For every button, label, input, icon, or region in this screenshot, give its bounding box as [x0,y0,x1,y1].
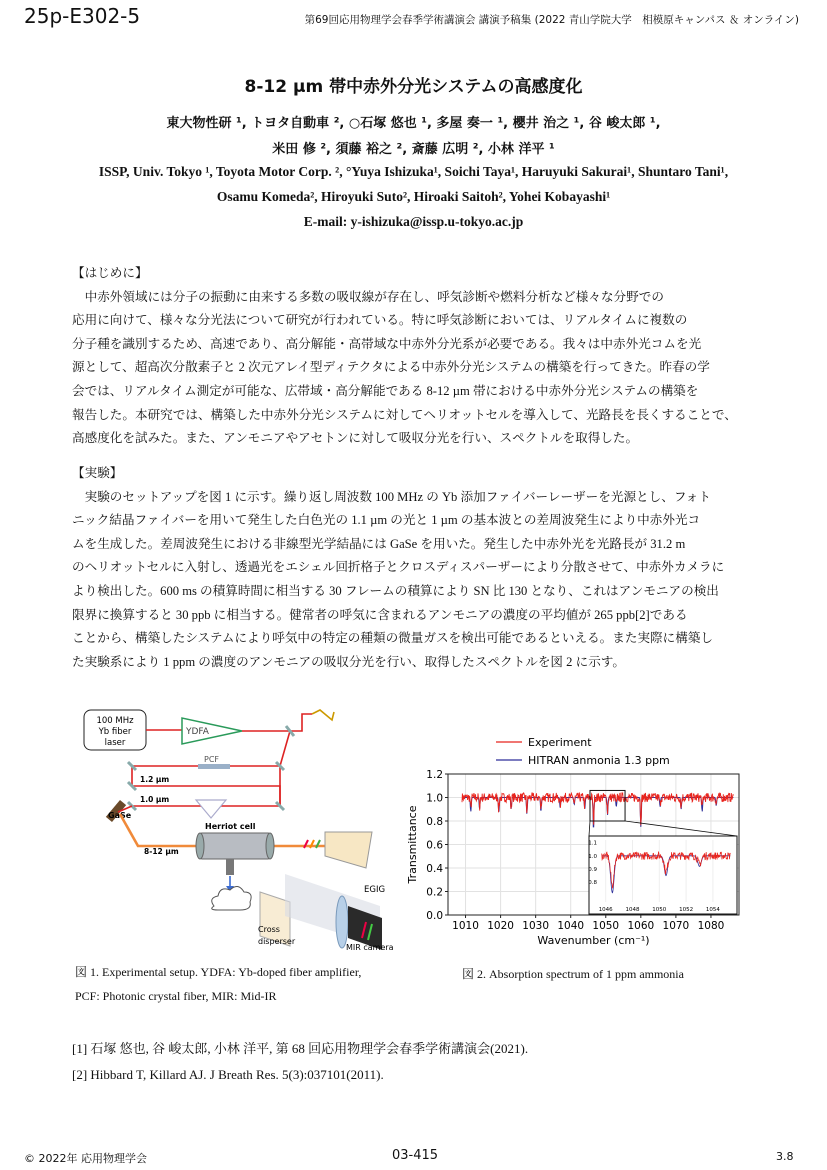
echelle-grating [325,832,372,868]
y-tick-label: 0.0 [426,910,443,922]
mir-label: MIR camera [346,943,394,952]
series-line-hitran [462,798,733,827]
experiment-line: た実験系により 1 ppm の濃度のアンモニアの吸収分光を行い、取得したスペクトルを図 2 に示す。 [72,654,625,669]
legend-label-hitran: HITRAN anmonia 1.3 ppm [528,754,670,767]
x-tick-label: 1030 [522,920,550,932]
inset-y-tick-label: 1.1 [588,840,597,847]
experiment-line: より検出した。600 ms の積算時間に相当する 30 フレームの積算により SN 比 130 となり、これはアンモニアの検出 [72,583,719,598]
authors-en-line2: Osamu Komeda², Hiroyuki Suto², Hiroaki Saitoh², Yohei Kobayashi¹ [216,189,611,204]
intro-line: 報告した。本研究では、構築した中赤外分光システムに対してヘリオットセルを導入して、光路長を長くすることで、 [72,407,737,422]
figure1-caption-line: 図 1. Experimental setup. YDFA: Yb-doped fiber amplifier, [75,965,362,979]
intro-line: 高感度化を試みた。また、アンモニアやアセトンに対して吸収分光を行い、スペクトルを取得した。 [72,431,639,446]
inset-y-tick-label: 0.9 [588,867,597,874]
copyright: © 2022年 応用物理学会 [24,1152,147,1165]
x-tick-label: 1070 [662,920,690,932]
cross-label-2: disperser [258,937,296,946]
breath-cloud [212,886,251,910]
experiment-line: ことから、構築したシステムにより呼気中の特定の種類の微量ガスを検出可能であるといえる。また実際に構築し [72,631,714,646]
cross-label-1: Cross [258,925,280,934]
authors-en-line1: ISSP, Univ. Tokyo ¹, Toyota Motor Corp. ², °Yuya Ishizuka¹, Soichi Taya¹, Haruyuki Sakurai¹, Shuntaro Tani¹, [98,164,729,179]
figure1-caption-line: PCF: Photonic crystal fiber, MIR: Mid-IR [75,989,277,1003]
intro-heading: 【はじめに】 [72,266,148,280]
intro-line: 応用に向けて、様々な分光法について研究が行われている。特に呼気診断においては、リアルタイムに複数の [72,313,688,328]
y-tick-label: 0.2 [426,886,443,899]
y-axis-label: Transmittance [406,805,419,884]
experiment-line: ムを生成した。差周波発生における非線型光学結晶には GaSe を用いた。発生した中赤外光を光路長が 31.2 m [72,536,686,551]
experiment-section [72,462,762,674]
reference-1: [1] 石塚 悠也, 谷 峻太郎, 小林 洋平, 第 68 回応用物理学会春季学術講演会(2021). [72,1041,529,1056]
experiment-line: 実験のセットアップを図 1 に示す。繰り返し周波数 100 MHz の Yb 添加ファイバーレーザーを光源とし、フォト [72,489,711,504]
gase-label: GaSe [108,811,132,820]
intro-line: 会では、リアルタイム測定が可能な、広帯域・高分解能である 8-12 µm 帯における中赤外分光システムの構築を [72,383,699,398]
experiment-heading: 【実験】 [72,466,123,480]
pcf-label: PCF [204,755,220,764]
x-tick-label: 1040 [557,920,585,932]
figure1-caption [75,960,361,1008]
egig-label: EGIG [364,885,386,895]
setup-diagram [80,706,410,958]
intro-line: 分子種を識別するため、高速であり、高分解能・高帯域な中赤外分光系が必要である。我々は中赤外光コムを光 [72,336,702,351]
herriot-mirror [196,833,204,859]
beam-down [280,731,290,766]
herriot-mirror [266,833,274,859]
reference-2: [2] Hibbard T, Killard AJ. J Breath Res. 5(3):037101(2011). [72,1067,384,1082]
inset-connector [625,821,737,836]
inset-x-tick-label: 1046 [598,907,613,913]
authors-ja-line2: 米田 修 ², 須藤 裕之 ², 斎藤 広明 ², 小林 洋平 ¹ [272,142,555,157]
x-tick-label: 1060 [627,920,655,932]
l812-label: 8-12 µm [144,847,179,856]
gas-inlet [226,859,234,875]
inset-x-tick-label: 1052 [679,907,694,913]
figure2-caption: 図 2. Absorption spectrum of 1 ppm ammonia [462,967,684,981]
laser-label-1: 100 MHz [96,716,134,726]
legend-label-experiment: Experiment [528,736,592,749]
x-tick-label: 1010 [452,920,479,932]
authors-ja-line1: 東大物性研 ¹, トヨタ自動車 ², ○石塚 悠也 ¹, 多屋 奏一 ¹, 櫻井 治之 ¹, 谷 峻太郎 ¹, [166,116,661,131]
mirror-grating [312,710,334,720]
absorption-chart [402,726,747,954]
y-tick-label: 0.8 [426,816,443,828]
intro-line: 中赤外領域には分子の振動に由来する多数の吸収線が存在し、呼気診断や燃料分析など様々な分野での [72,289,664,304]
y-tick-label: 1.0 [426,792,443,805]
x-tick-label: 1050 [592,920,620,932]
y-tick-label: 0.4 [426,863,443,875]
herriot-label: Herriot cell [205,822,256,831]
ydfa-label: YDFA [186,727,209,737]
session-id: 25p-E302-5 [24,4,141,28]
experiment-line: のヘリオットセルに入射し、透過光をエシェル回折格子とクロスディスパーザーにより分散させて、中赤外カメラに [72,560,725,575]
experiment-line: ニック結晶ファイバーを用いて発生した白色光の 1.1 µm の光と 1 µm の基本波との差周波発生により中赤外光コ [72,513,701,528]
intro-section [72,262,762,451]
inset-y-tick-label: 1.0 [588,853,597,860]
laser-label-3: laser [104,738,126,748]
inset-x-tick-label: 1054 [705,907,720,913]
x-tick-label: 1080 [697,920,725,932]
inset-x-tick-label: 1048 [625,907,640,913]
laser-label-2: Yb fiber [98,727,132,737]
herriot-cell [200,833,270,859]
combiner-prism [196,800,226,818]
beam-ydfa-out [242,714,312,731]
section-number: 3.8 [776,1150,794,1163]
paper-title: 8-12 µm 帯中赤外分光システムの高感度化 [244,77,583,97]
inset-connector [589,821,590,836]
x-axis-label: Wavenumber (cm⁻¹) [537,934,650,947]
mid-ir-beam [120,814,200,846]
pcf-fiber [198,764,230,769]
conference-name: 第69回応用物理学会春季学術講演会 講演予稿集 (2022 青山学院大学 相模原キャンパス ＆ オンライン) [304,14,799,26]
l12-label: 1.2 µm [140,775,170,784]
experiment-line: 限界に換算すると 30 ppb に相当する。健常者の呼気に含まれるアンモニアの濃度の平均値が 265 ppb[2]である [72,607,688,622]
y-tick-label: 0.6 [426,839,443,852]
inset-y-tick-label: 0.8 [588,880,597,887]
x-tick-label: 1020 [487,920,514,932]
email: E-mail: y-ishizuka@issp.u-tokyo.ac.jp [303,214,524,229]
page-number: 03-415 [392,1148,439,1163]
y-tick-label: 1.2 [426,769,443,781]
camera-lens [336,896,348,948]
intro-line: 源として、超高次分散素子と 2 次元アレイ型ディテクタによる中赤外分光システムの構築を行ってきた。昨春の学 [72,360,710,375]
l10-label: 1.0 µm [140,795,170,804]
inset-x-tick-label: 1050 [652,907,667,913]
